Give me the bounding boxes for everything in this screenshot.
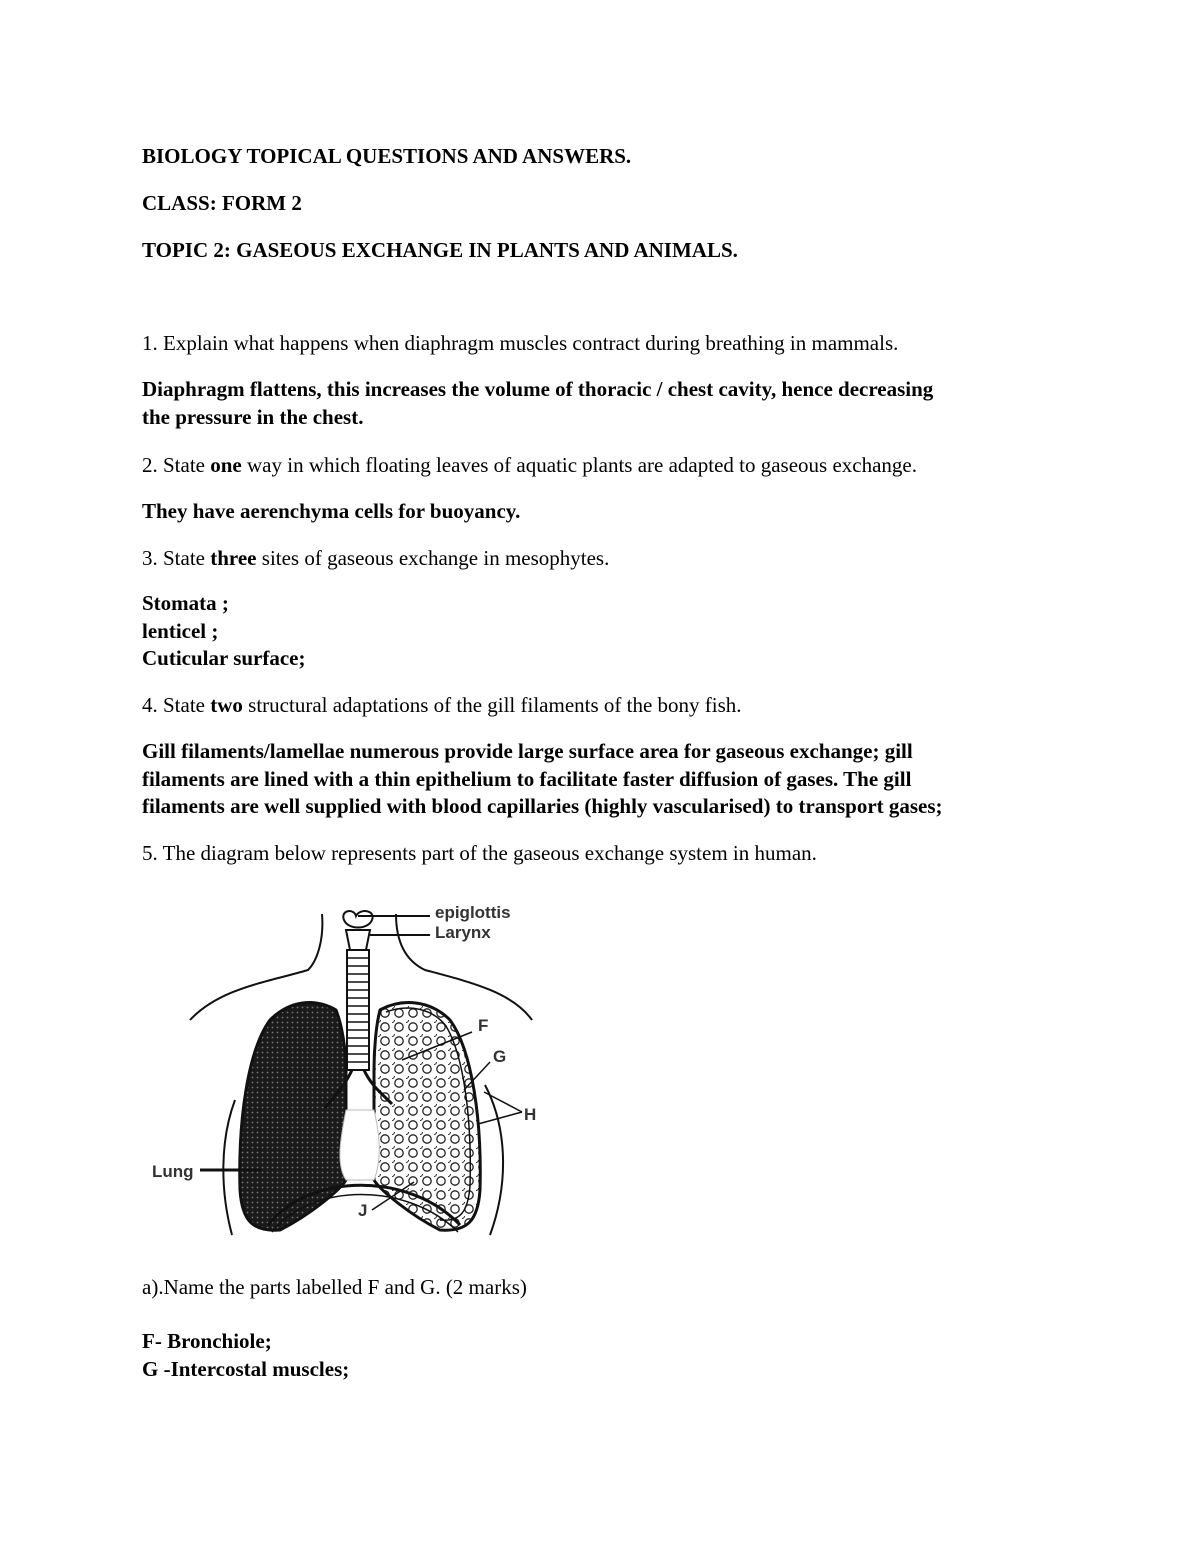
label-epiglottis: epiglottis bbox=[435, 903, 511, 922]
document-title: BIOLOGY TOPICAL QUESTIONS AND ANSWERS. bbox=[142, 144, 632, 168]
class-line: CLASS: FORM 2 bbox=[142, 191, 302, 215]
answer-3-item: Stomata ; bbox=[142, 591, 229, 615]
question-3-pre: 3. State bbox=[142, 546, 211, 570]
answer-1 bbox=[142, 376, 933, 431]
answer-3-item: Cuticular surface; bbox=[142, 646, 306, 670]
heart-region bbox=[340, 1110, 379, 1180]
question-4-emphasis: two bbox=[210, 693, 243, 717]
answer-4-line: Gill filaments/lamellae numerous provide large surface area for gaseous exchange; gill bbox=[142, 739, 913, 763]
question-3-emphasis: three bbox=[210, 546, 257, 570]
question-5: 5. The diagram below represents part of the gaseous exchange system in human. bbox=[142, 841, 817, 865]
rib-outline bbox=[223, 1100, 235, 1235]
rib-outline bbox=[485, 1085, 503, 1235]
answer-2: They have aerenchyma cells for buoyancy. bbox=[142, 499, 521, 523]
answer-4-line: filaments are well supplied with blood capillaries (highly vascularised) to transport gases; bbox=[142, 794, 943, 818]
question-3 bbox=[142, 545, 609, 572]
label-larynx: Larynx bbox=[435, 923, 491, 942]
trachea bbox=[347, 950, 369, 1070]
answer-4-line: filaments are lined with a thin epithelium to facilitate faster diffusion of gases. The gill bbox=[142, 766, 912, 791]
question-2-post: way in which floating leaves of aquatic plants are adapted to gaseous exchange. bbox=[241, 453, 918, 477]
label-f: F bbox=[478, 1016, 489, 1035]
answer-5a-f: F- Bronchiole; bbox=[142, 1329, 272, 1353]
label-j: J bbox=[358, 1201, 368, 1220]
label-lung: Lung bbox=[152, 1162, 194, 1181]
h-pointer bbox=[484, 1092, 522, 1112]
question-2-emphasis: one bbox=[210, 453, 242, 477]
question-5a: a).Name the parts labelled F and G. (2 marks) bbox=[142, 1275, 527, 1299]
answer-5a bbox=[142, 1328, 349, 1383]
answer-1-line-2: the pressure in the chest. bbox=[142, 404, 364, 429]
answer-5a-g: G -Intercostal muscles; bbox=[142, 1356, 350, 1381]
answer-3 bbox=[142, 590, 306, 673]
left-lung bbox=[240, 1003, 346, 1231]
topic-line: TOPIC 2: GASEOUS EXCHANGE IN PLANTS AND ANIMALS. bbox=[142, 238, 738, 262]
answer-3-item: lenticel ; bbox=[142, 618, 219, 643]
label-g: G bbox=[493, 1047, 507, 1066]
question-2 bbox=[142, 452, 917, 479]
question-4 bbox=[142, 692, 742, 719]
question-4-pre: 4. State bbox=[142, 693, 211, 717]
right-lung bbox=[374, 1003, 480, 1231]
epiglottis-shape bbox=[343, 911, 372, 927]
question-3-post: sites of gaseous exchange in mesophytes. bbox=[256, 546, 610, 570]
h-pointer bbox=[478, 1112, 522, 1124]
larynx-shape bbox=[346, 930, 370, 950]
label-h: H bbox=[524, 1105, 537, 1124]
answer-4 bbox=[142, 738, 943, 821]
question-4-post: structural adaptations of the gill filaments of the bony fish. bbox=[242, 693, 742, 717]
answer-1-line-1: Diaphragm flattens, this increases the volume of thoracic / chest cavity, hence decreasing bbox=[142, 377, 934, 401]
question-1: 1. Explain what happens when diaphragm muscles contract during breathing in mammals. bbox=[142, 331, 899, 355]
question-2-pre: 2. State bbox=[142, 453, 211, 477]
respiratory-system-diagram bbox=[140, 880, 560, 1250]
